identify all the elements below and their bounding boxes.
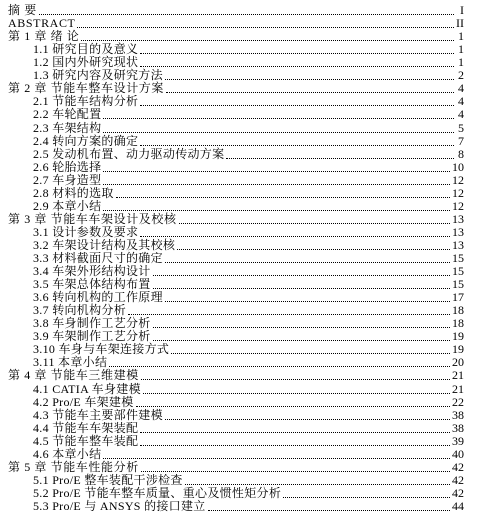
- toc-entry-title: 2.9 本章小结: [33, 198, 102, 213]
- toc-entry-title: 4.1 CATIA 车身建模: [33, 381, 141, 396]
- toc-entry-title: 2.4 转向方案的确定: [33, 133, 139, 148]
- toc-page-number: 15: [452, 251, 464, 265]
- toc-page-number: 15: [452, 277, 464, 292]
- toc-entry-title: 3.4 车架外形结构设计: [33, 264, 151, 278]
- dot-leader: [140, 225, 450, 237]
- toc-page-number: 13: [452, 237, 464, 252]
- toc-entry-title: 3.7 转向机构分析: [33, 303, 127, 318]
- toc-page-number: 22: [452, 394, 464, 409]
- toc-page-number: 4: [458, 94, 464, 109]
- dot-leader: [153, 277, 450, 289]
- toc-entry-title: 2.7 车身造型: [33, 172, 102, 187]
- dot-leader: [81, 29, 454, 41]
- toc-page-number: 12: [452, 185, 464, 200]
- toc-entry-title: 第 5 章 节能车性能分析: [8, 459, 139, 474]
- dot-leader: [153, 329, 450, 341]
- dot-leader: [165, 68, 454, 80]
- toc-entry-title: 2.5 发动机布置、动力驱动传动方案: [33, 146, 225, 161]
- toc-page-number: 1: [458, 29, 464, 44]
- toc-entry-title: 3.10 车身与车架连接方式: [33, 342, 170, 357]
- toc-page-number: 4: [458, 81, 464, 96]
- toc-page-number: 19: [452, 342, 464, 357]
- toc-entry-title: 3.11 本章小结: [33, 355, 108, 370]
- toc-section-entry[interactable]: [0, 498, 480, 513]
- toc-entry-title: 2.2 车轮配置: [33, 107, 102, 122]
- toc-entry-title: 3.8 车身制作工艺分析: [33, 316, 151, 331]
- dot-leader: [140, 55, 454, 67]
- toc-page-number: 7: [458, 133, 464, 148]
- dot-leader: [185, 473, 450, 485]
- toc-entry-title: 5.3 Pro/E 与 ANSYS 的接口建立: [33, 498, 206, 513]
- toc-entry-title: 3.3 材料截面尺寸的确定: [33, 251, 163, 265]
- toc-entry-title: ABSTRACT: [8, 16, 76, 31]
- toc-page-number: 42: [452, 472, 464, 487]
- dot-leader: [140, 42, 454, 54]
- toc-page-number: 2: [458, 68, 464, 83]
- toc-entry-title: 4.5 节能车整车装配: [33, 433, 139, 448]
- dot-leader: [109, 355, 450, 367]
- dot-leader: [140, 421, 450, 433]
- toc-page-number: 12: [452, 172, 464, 187]
- toc-page-number: 10: [452, 159, 464, 174]
- toc-page-number: 13: [452, 211, 464, 226]
- dot-leader: [177, 238, 450, 250]
- dot-leader: [179, 212, 450, 224]
- toc-entry-title: 4.4 节能车车架装配: [33, 420, 139, 435]
- toc-page-number: 1: [458, 42, 464, 57]
- toc-entry-title: 5.1 Pro/E 整车装配干涉检查: [33, 472, 183, 487]
- toc-entry-title: 第 1 章 绪 论: [8, 29, 80, 44]
- toc-page-number: 21: [452, 381, 464, 396]
- dot-leader: [171, 342, 450, 354]
- dot-leader: [208, 499, 450, 511]
- toc-entry-title: 1.3 研究内容及研究方法: [33, 68, 163, 83]
- toc-page-number: 17: [452, 290, 464, 305]
- dot-leader: [226, 147, 454, 159]
- toc-page-number: 8: [458, 146, 464, 161]
- dot-leader: [136, 395, 450, 407]
- toc-page-number: 18: [452, 316, 464, 331]
- toc-entry-title: 3.1 设计参数及要求: [33, 224, 139, 239]
- dot-leader: [165, 251, 450, 263]
- toc-page-number: 38: [452, 407, 464, 422]
- dot-leader: [153, 316, 450, 328]
- toc-entry-title: 摘 要: [8, 3, 37, 17]
- toc-page-number: 1: [458, 55, 464, 70]
- toc-page-number: 13: [452, 224, 464, 239]
- dot-leader: [103, 160, 450, 172]
- toc-entry-title: 第 4 章 节能车三维建模: [8, 368, 139, 383]
- toc-page-number: 18: [452, 303, 464, 318]
- dot-leader: [128, 303, 450, 315]
- toc-page-number: 20: [452, 355, 464, 370]
- toc-entry-title: 1.2 国内外研究现状: [33, 55, 139, 70]
- toc-entry-title: 5.2 Pro/E 节能车整车质量、重心及惯性矩分析: [33, 485, 282, 500]
- toc-page-number: 44: [452, 498, 464, 513]
- dot-leader: [140, 94, 454, 106]
- toc-entry-title: 4.2 Pro/E 车架建模: [33, 394, 134, 409]
- dot-leader: [143, 382, 450, 394]
- toc-page-number: 42: [452, 485, 464, 500]
- toc-page-number: 5: [458, 120, 464, 135]
- toc-entry-title: 3.9 车架制作工艺分析: [33, 329, 151, 344]
- toc-entry-title: 3.2 车架设计结构及其校核: [33, 237, 176, 252]
- dot-leader: [103, 199, 450, 211]
- toc-page-number: 12: [452, 198, 464, 213]
- toc-entry-title: 2.3 车架结构: [33, 120, 102, 135]
- dot-leader: [103, 107, 454, 119]
- toc-entry-title: 1.1 研究目的及意义: [33, 42, 139, 57]
- toc-entry-title: 2.6 轮胎选择: [33, 159, 102, 174]
- toc-entry-title: 4.3 节能车主要部件建模: [33, 407, 163, 422]
- dot-leader: [141, 460, 450, 472]
- dot-leader: [116, 186, 450, 198]
- dot-leader: [153, 264, 450, 276]
- toc-entry-title: 第 2 章 节能车整车设计方案: [8, 81, 165, 96]
- toc-page-number: 19: [452, 329, 464, 344]
- dot-leader: [103, 447, 450, 459]
- toc-page-number: 42: [452, 459, 464, 474]
- toc-page-number: 38: [452, 420, 464, 435]
- toc-page-number: II: [456, 16, 464, 31]
- toc-page-number: I: [460, 3, 464, 17]
- dot-leader: [77, 16, 454, 28]
- dot-leader: [39, 3, 454, 15]
- toc-entry-title: 2.1 节能车结构分析: [33, 94, 139, 109]
- toc-page-number: 21: [452, 368, 464, 383]
- dot-leader: [165, 408, 450, 420]
- dot-leader: [141, 368, 450, 380]
- dot-leader: [166, 81, 454, 93]
- dot-leader: [103, 121, 454, 133]
- toc-page-number: 4: [458, 107, 464, 122]
- dot-leader: [165, 290, 450, 302]
- toc-entry-title: 4.6 本章小结: [33, 446, 102, 461]
- dot-leader: [140, 134, 454, 146]
- dot-leader: [103, 173, 450, 185]
- toc-page-number: 39: [452, 433, 464, 448]
- toc-entry-title: 3.5 车架总体结构布置: [33, 277, 151, 292]
- toc-entry-title: 第 3 章 节能车车架设计及校核: [8, 211, 177, 226]
- dot-leader: [140, 434, 450, 446]
- toc-page-number: 15: [452, 264, 464, 278]
- toc-page-number: 40: [452, 446, 464, 461]
- toc-entry-title: 3.6 转向机构的工作原理: [33, 290, 163, 305]
- dot-leader: [283, 486, 450, 498]
- toc-entry-title: 2.8 材料的选取: [33, 185, 114, 200]
